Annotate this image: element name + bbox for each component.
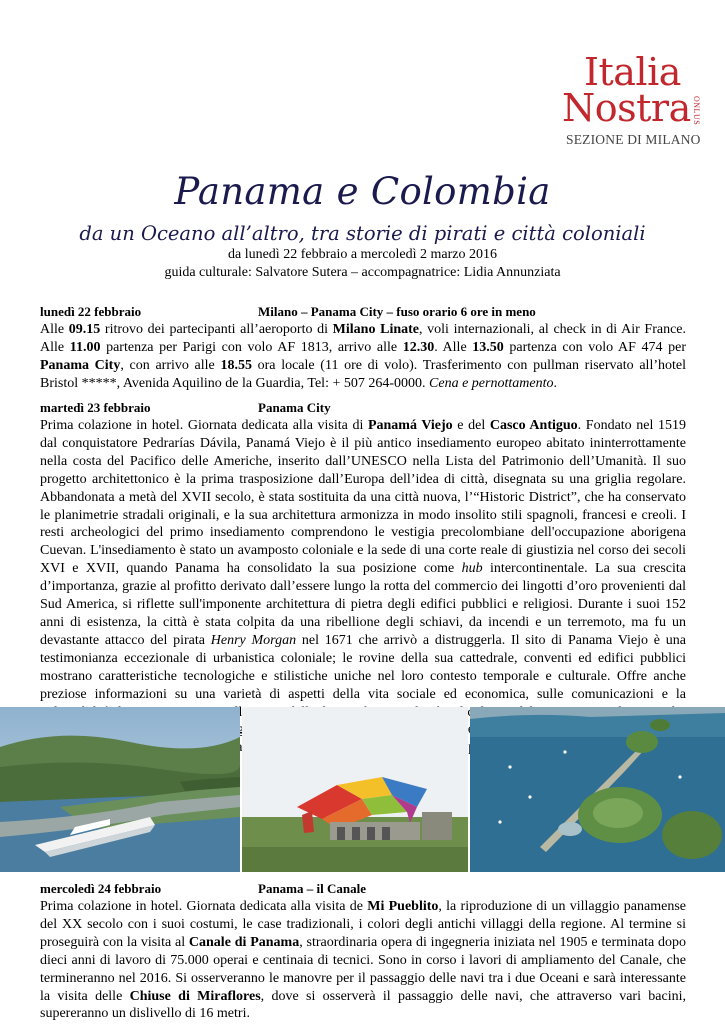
- emphasis-italic: Henry Morgan: [210, 632, 297, 648]
- day-route: Panama City: [258, 400, 331, 415]
- day-description: [40, 898, 686, 1023]
- emphasis-bold: 18.55: [220, 357, 252, 373]
- text-run: Prima colazione in hotel. Giornata dedicata alla visita di: [40, 418, 368, 433]
- text-run: intercontinentale. La sua crescita d’importanza, grazie al profitto derivato dall’essere lungo la rotta del commercio dei lingotti d’oro provenienti dal Sud America, si riflette sull'imponente architettura di pietra degli edifici pubblici e religiosi. Durante i suoi 152 anni di esistenza, la città è stata colpita da una ribellione degli schiavi, da incendi e un terremoto, ma fu un devastante attacco del pirata: [40, 561, 687, 648]
- text-run: . Fondato nel 1519 dal conquistatore Pedrarías Dávila, Panamá Viejo è il più antico insediamento europeo abitato ininterrottamente nella costa del Pacifico delle Americhe, inserito dall’UNESCO nella Lista del Patrimonio dell’Umanità. Il suo progetto architettonico è la prima trasposizione dall’Europa dell’idea di città, disegnata su una griglia regolare. Abbandonata a metà del XVII secolo, è stata sostituita da una città nuova, l’“Historic District”, che ha conservato le planimetrie stradali originali, e la sua architettura armonizza in modo insolito stili spagnoli, francesi e creoli. I resti archeologici del primo insediamento comprendono le vestigia precolombiane dell'occupazione aborigena Cuevan. L'insediamento è stato un avamposto coloniale e la sede di una corte reale di giustizia nel corso dei secoli XVI e XVII, quando Panama ha consolidato la sua posizione come: [40, 418, 686, 577]
- text-run: partenza con volo AF 474 per: [503, 339, 687, 355]
- itinerary-day: [40, 303, 686, 393]
- text-run: ora locale (11 ore di volo). Trasferimento con pullman riservato all’hotel Bristol *****, Avenida Aquilino de la Guardia, Tel: + 507 264-0000.: [40, 357, 686, 391]
- day-route: Milano – Panama City – fuso orario 6 ore in meno: [258, 304, 536, 319]
- day-date: lunedì 22 febbraio: [40, 304, 142, 319]
- text-run: Alle: [40, 322, 69, 337]
- text-run: e del: [452, 418, 490, 433]
- panama-canal-ship-photo: [0, 707, 240, 872]
- emphasis-italic: hub: [461, 561, 483, 577]
- logo-onlus-tag: ONLUS: [692, 96, 701, 126]
- italia-nostra-logo: [540, 52, 710, 152]
- amador-causeway-islands-photo: [470, 707, 725, 872]
- emphasis-bold: Milano Linate: [332, 322, 419, 337]
- emphasis-bold: 09.15: [68, 322, 101, 337]
- emphasis-bold: Mi Pueblito: [367, 899, 439, 914]
- text-run: Prima colazione in hotel. Giornata dedicata alla visita de: [40, 899, 368, 914]
- emphasis-bold: Chiuse di Miraflores: [129, 988, 261, 1004]
- text-run: , dove si osserverà il passaggio delle navi, che attraverso vari bacini, supereranno un dislivello di 16 metri.: [40, 988, 686, 1022]
- text-run: , voli internazionali, al check in di Air France. Alle: [40, 322, 686, 355]
- trip-title: Panama e Colombia: [174, 170, 551, 213]
- emphasis-bold: Casco Antiguo: [489, 418, 578, 433]
- text-run: , la riproduzione di un villaggio panamense del XX secolo con i suoi costumi, le case tradizionali, i colori degli antichi villaggi della regione. Al termine si proseguirà con la visita al: [40, 899, 686, 950]
- emphasis-bold: Panama City: [40, 357, 121, 373]
- trip-guide: guida culturale: Salvatore Sutera – accompagnatrice: Lidia Annunziata: [164, 265, 561, 280]
- day-header: [40, 399, 686, 417]
- text-run: partenza per Parigi con volo AF 1813, arrivo alle: [100, 339, 403, 355]
- text-run: .: [553, 375, 557, 391]
- day-description: [40, 321, 686, 393]
- text-run: ritrovo dei partecipanti all’aeroporto di: [100, 322, 333, 337]
- day-header: [40, 303, 686, 321]
- text-run: , straordinaria opera di ingegneria iniziata nel 1905 e terminata dopo dieci anni di lavoro di 75.000 operai e centinaia di tecnici. Sono in corso i lavori di ampliamento del Canale, che termineranno nel 2016. Si osserveranno le manovre per il passaggio delle navi tra i due Oceani e sarà interessante la visita delle: [40, 934, 687, 1004]
- emphasis-italic: Cena e pernottamento: [429, 375, 554, 391]
- emphasis-bold: 12.30: [402, 339, 435, 355]
- emphasis-bold: Panamá Viejo: [367, 418, 453, 433]
- day-date: martedì 23 febbraio: [40, 400, 151, 415]
- trip-dates: da lunedì 22 febbraio a mercoledì 2 marzo 2016: [227, 247, 497, 262]
- text-run: . Alle: [434, 339, 473, 355]
- logo-wordmark-line1: Italia: [584, 50, 681, 94]
- logo-wordmark-line2: Nostra: [562, 86, 691, 130]
- itinerary-day: [40, 880, 686, 1023]
- day-date: mercoledì 24 febbraio: [40, 881, 162, 896]
- trip-subtitle: da un Oceano all’altro, tra storie di pirati e città coloniali: [79, 222, 646, 245]
- text-run: nel 1671 che arrivò a distruggerla. Il sito di Panama Viejo è una testimonianza eccezionale di urbanistica coloniale; le rovine della sua cattedrale, conventi ed edifici pubblici mostrano caratteristiche tecnologiche e stilistiche uniche nel loro contesto temporale e culturale. Offre anche preziose informazioni su una varietà di aspetti della vita sociale ed economica, sulle comunicazioni e la: [40, 632, 686, 702]
- biomuseo-building-photo: [242, 707, 468, 872]
- emphasis-bold: Canale di Panama: [188, 934, 300, 950]
- day-route: Panama – il Canale: [258, 881, 366, 896]
- text-run: , con arrivo alle: [120, 357, 221, 373]
- emphasis-bold: 11.00: [69, 339, 101, 355]
- day-header: [40, 880, 686, 898]
- emphasis-bold: 13.50: [472, 339, 504, 355]
- logo-section-name: SEZIONE DI MILANO: [566, 132, 701, 147]
